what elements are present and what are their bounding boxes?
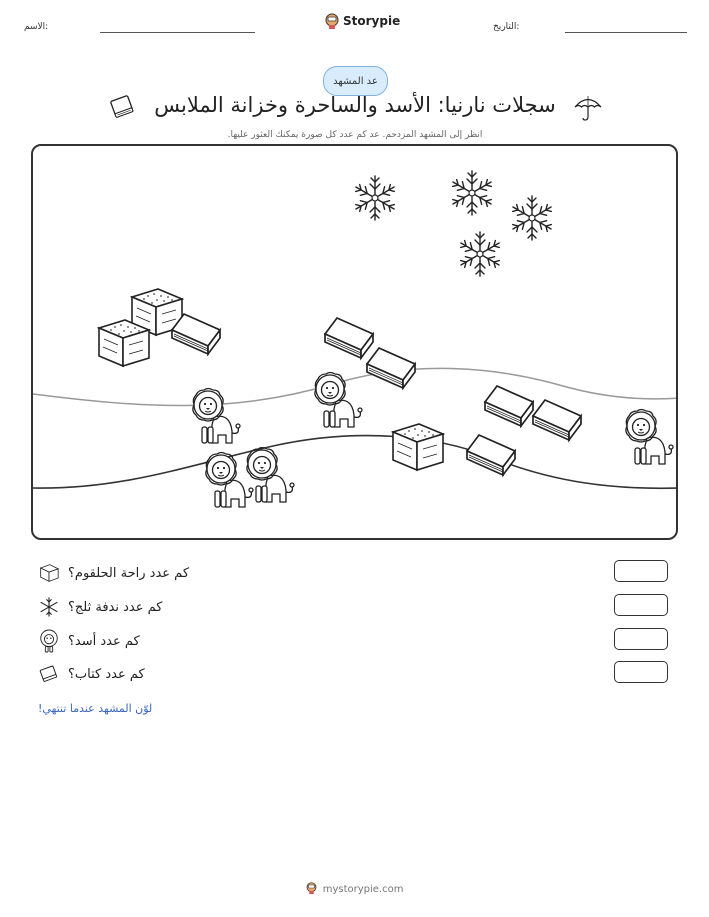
snowflake-icon bbox=[510, 196, 553, 240]
hill-line-front bbox=[33, 436, 678, 489]
footer-url[interactable]: mystorypie.com bbox=[322, 884, 404, 895]
book-icon bbox=[367, 348, 415, 388]
answer-box[interactable] bbox=[614, 594, 668, 616]
answer-box[interactable] bbox=[614, 560, 668, 582]
book-icon bbox=[533, 400, 581, 440]
book-icon bbox=[108, 94, 136, 120]
date-label: التاريخ: bbox=[493, 22, 520, 32]
scene-canvas bbox=[33, 146, 678, 540]
page-title: سجلات نارنيا: الأسد والساحرة وخزانة الملابس bbox=[154, 93, 556, 117]
question-text: كم عدد راحة الحلقوم؟ bbox=[68, 565, 190, 581]
book-icon bbox=[325, 318, 373, 358]
book-icon bbox=[467, 435, 515, 475]
question-text: كم عدد ندفة ثلج؟ bbox=[68, 599, 163, 615]
question-row bbox=[38, 630, 140, 652]
question-text: كم عدد كتاب؟ bbox=[68, 666, 145, 682]
book-icon bbox=[38, 664, 60, 684]
turkish-delight-icon bbox=[38, 563, 60, 583]
coloring-instruction: لوّن المشهد عندما تنتهي! bbox=[38, 702, 153, 715]
lion-icon bbox=[38, 629, 60, 653]
footer bbox=[0, 882, 709, 895]
hill-line-back bbox=[33, 368, 678, 405]
lion-icon bbox=[193, 389, 240, 444]
turkish-delight-icon bbox=[393, 424, 443, 470]
snowflake-icon bbox=[353, 176, 396, 220]
snowflake-icon bbox=[458, 232, 501, 276]
lion-icon bbox=[206, 453, 253, 508]
answer-box[interactable] bbox=[614, 661, 668, 683]
snowflake-icon bbox=[450, 171, 493, 215]
instructions-text: انظر إلى المشهد المزدحم. عد كم عدد كل صورة يمكنك العثور عليها. bbox=[227, 130, 483, 140]
turkish-delight-icon bbox=[99, 320, 149, 366]
question-text: كم عدد أسد؟ bbox=[68, 633, 140, 649]
date-line[interactable] bbox=[565, 32, 687, 33]
snowflake-icon bbox=[38, 596, 60, 618]
question-row bbox=[38, 562, 189, 584]
lion-icon bbox=[247, 448, 294, 503]
name-label: الاسم: bbox=[24, 22, 49, 32]
question-row bbox=[38, 596, 162, 618]
lion-icon bbox=[626, 410, 673, 465]
brand-logo bbox=[325, 13, 400, 29]
lion-icon bbox=[315, 373, 362, 428]
logo-icon bbox=[325, 13, 339, 29]
activity-badge: عد المشهد bbox=[323, 66, 388, 96]
umbrella-icon bbox=[573, 94, 603, 122]
counting-scene[interactable] bbox=[31, 144, 678, 540]
answer-box[interactable] bbox=[614, 628, 668, 650]
question-row bbox=[38, 663, 145, 685]
book-icon bbox=[485, 386, 533, 426]
logo-icon bbox=[306, 882, 317, 894]
name-line[interactable] bbox=[100, 32, 255, 33]
brand-name: Storypie bbox=[343, 14, 401, 28]
book-icon bbox=[172, 314, 220, 354]
